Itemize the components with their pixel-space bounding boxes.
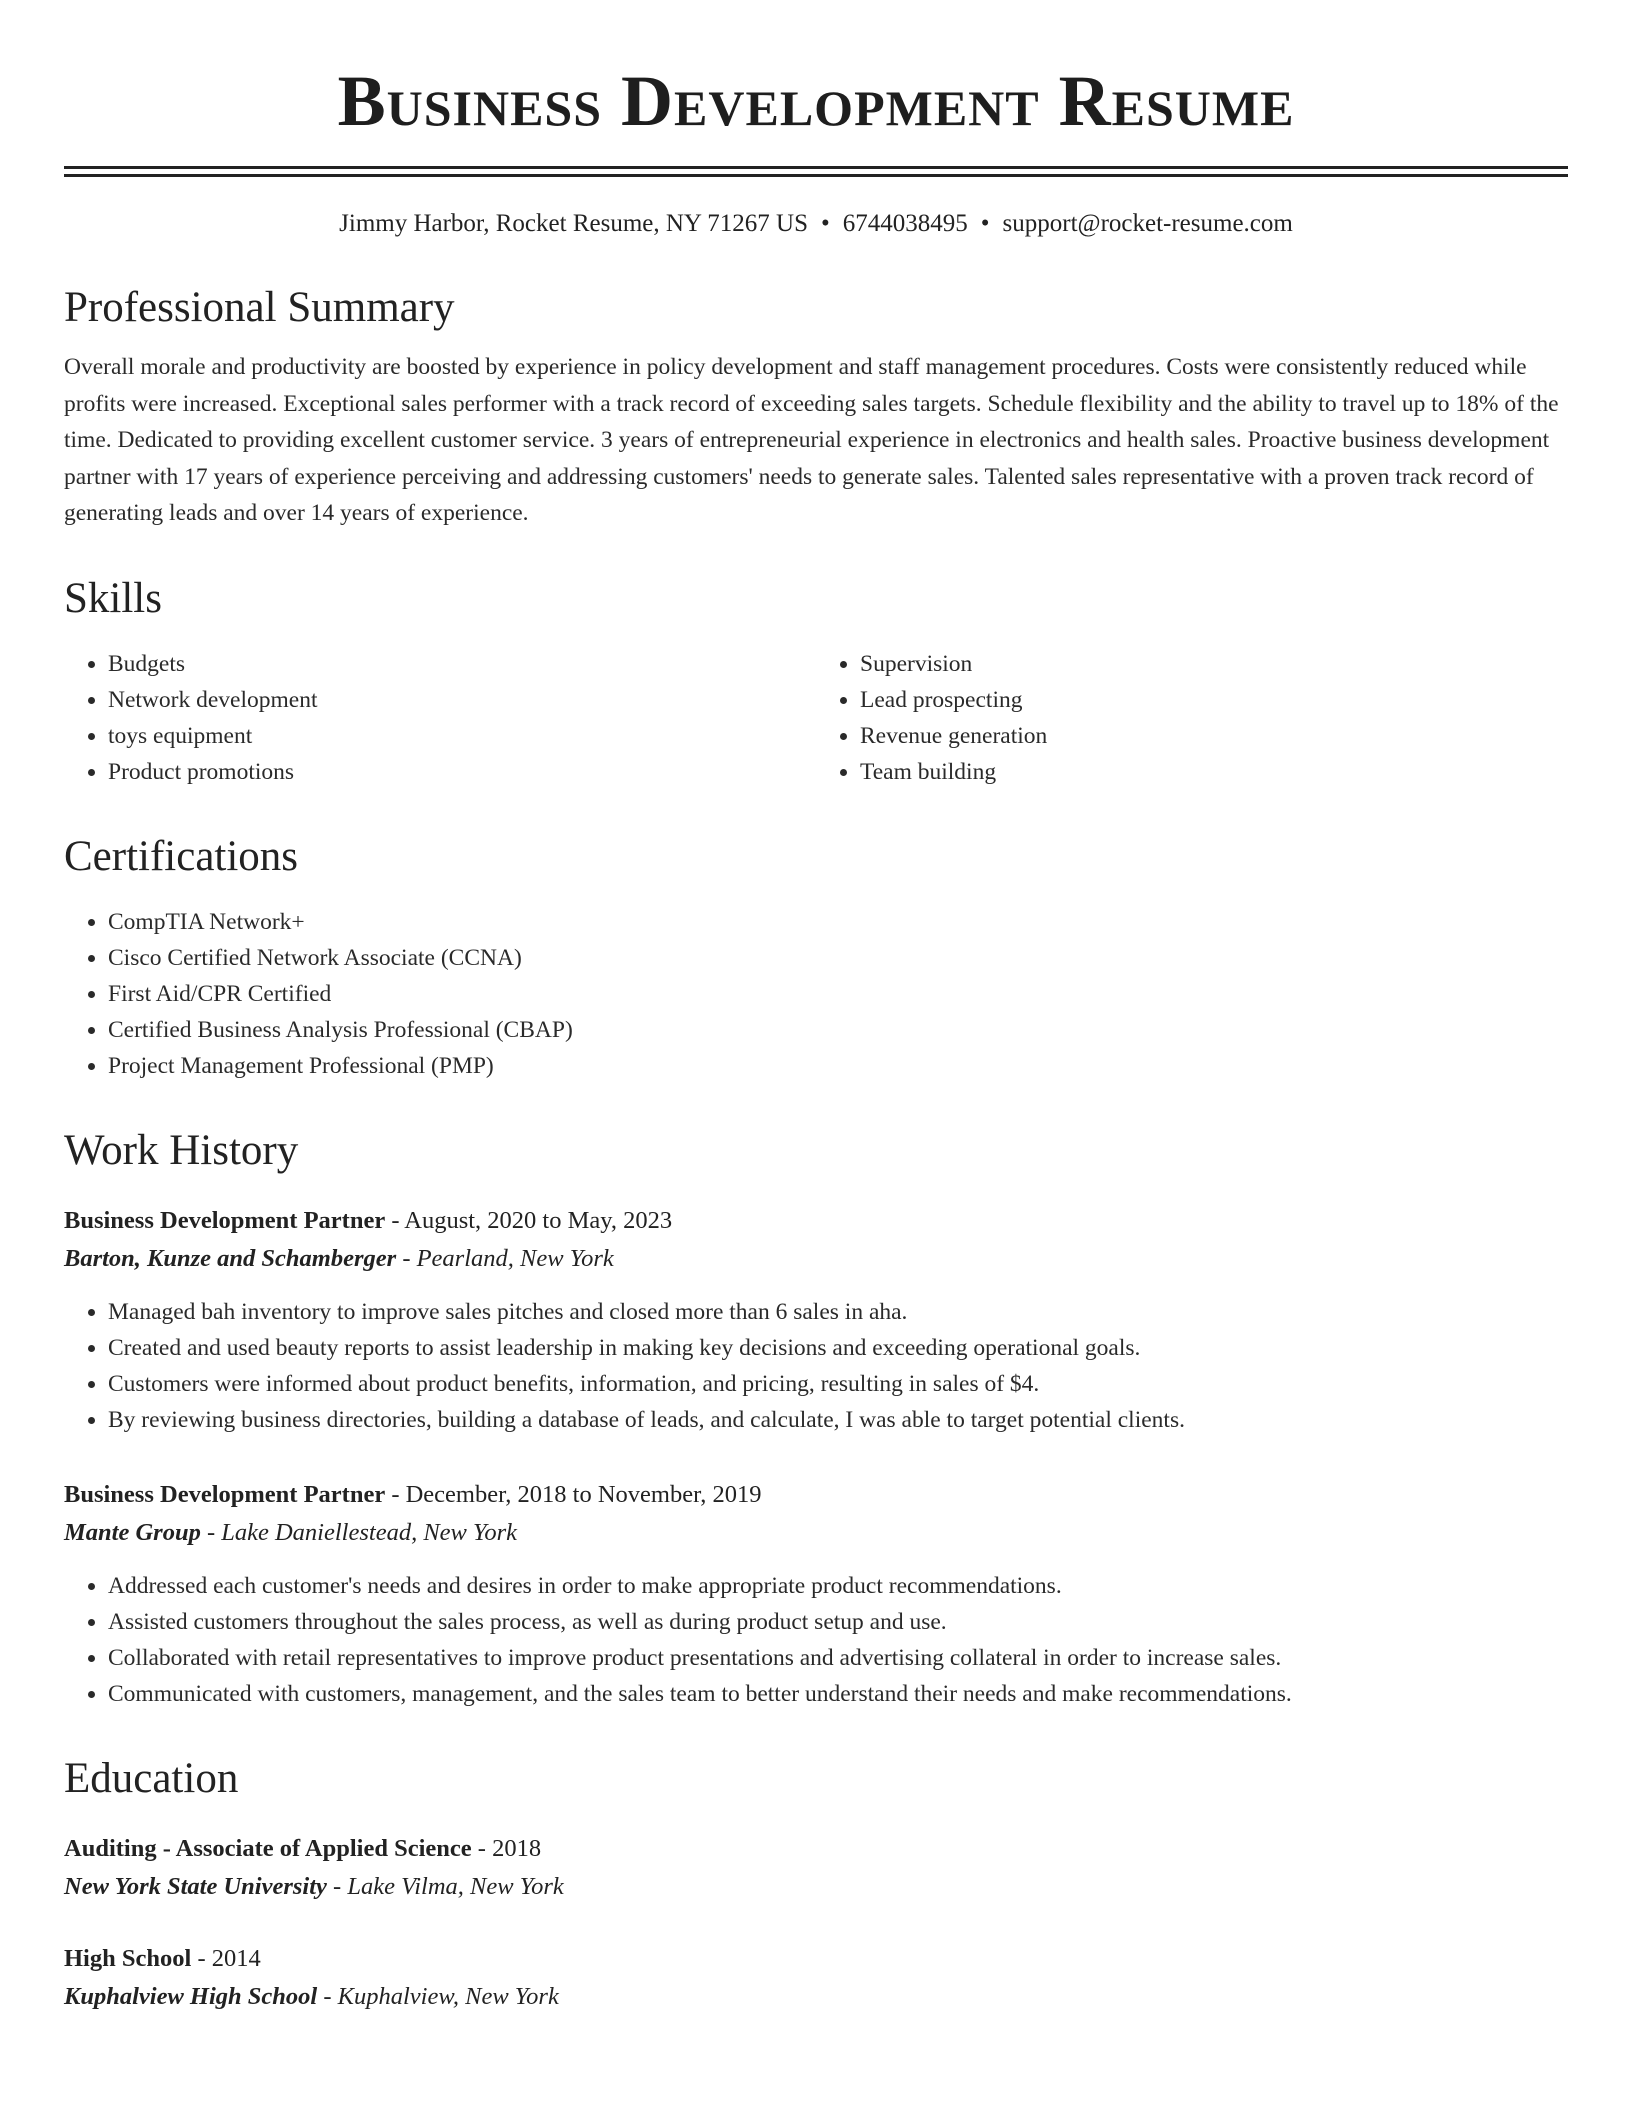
education-school: Kuphalview High School — [64, 1982, 318, 2010]
job-location: - Pearland, New York — [396, 1244, 614, 1272]
job-bullet: • Customers were informed about product benefits, information, and pricing, resulting in sales of $4. — [108, 1366, 1568, 1402]
job-bullet: • Managed bah inventory to improve sales pitches and closed more than 6 sales in aha. — [108, 1294, 1568, 1330]
education-entry — [64, 1830, 1568, 1906]
job-role: Business Development Partner — [64, 1480, 386, 1508]
skills-grid — [64, 646, 1568, 790]
education-school-line — [64, 1868, 1568, 1906]
summary-section — [64, 281, 1568, 532]
job-entry — [64, 1202, 1568, 1438]
contact-email: support@rocket-resume.com — [1002, 210, 1293, 237]
skill-item: • Team building — [860, 754, 1568, 790]
skills-heading: Skills — [64, 574, 162, 622]
job-bullet: • By reviewing business directories, building a database of leads, and calculate, I was able to target potential clients. — [108, 1402, 1568, 1438]
job-bullets — [64, 1294, 1568, 1438]
job-bullet: • Assisted customers throughout the sales process, as well as during product setup and use. — [108, 1604, 1568, 1640]
job-bullet: • Collaborated with retail representatives to improve product presentations and advertising collateral in order to increase sales. — [108, 1640, 1568, 1676]
certification-item: • Certified Business Analysis Professional (CBAP) — [108, 1012, 1568, 1048]
contact-separator: • — [980, 210, 990, 237]
work-history-heading: Work History — [64, 1126, 299, 1174]
job-title-line — [64, 1202, 1568, 1240]
education-degree-line — [64, 1830, 1568, 1868]
certifications-list — [64, 904, 1568, 1084]
education-school-line — [64, 1978, 1568, 2016]
work-history-section — [64, 1124, 1568, 1712]
skill-item: • Lead prospecting — [860, 682, 1568, 718]
education-location: - Kuphalview, New York — [317, 1982, 559, 2010]
skills-section — [64, 572, 1568, 790]
education-entry — [64, 1940, 1568, 2016]
job-entry — [64, 1476, 1568, 1712]
education-school: New York State University — [64, 1872, 327, 1900]
title-double-rule — [64, 166, 1568, 177]
job-location: - Lake Daniellestead, New York — [200, 1518, 518, 1546]
skill-item: • Product promotions — [108, 754, 816, 790]
skill-item: • Network development — [108, 682, 816, 718]
education-degree: High School — [64, 1944, 192, 1972]
job-bullet: • Created and used beauty reports to assist leadership in making key decisions and exceeding operational goals. — [108, 1330, 1568, 1366]
skill-item: • Revenue generation — [860, 718, 1568, 754]
education-heading: Education — [64, 1754, 239, 1802]
contact-address: Jimmy Harbor, Rocket Resume, NY 71267 US — [339, 210, 809, 237]
certifications-heading: Certifications — [64, 832, 299, 880]
skills-list-right — [816, 646, 1568, 790]
education-year: - 2014 — [191, 1944, 261, 1972]
job-bullets — [64, 1568, 1568, 1712]
education-degree-line — [64, 1940, 1568, 1978]
job-dates: - August, 2020 to May, 2023 — [385, 1206, 673, 1234]
education-year: - 2018 — [471, 1834, 542, 1862]
education-location: - Lake Vilma, New York — [326, 1872, 564, 1900]
certification-item: • First Aid/CPR Certified — [108, 976, 1568, 1012]
job-bullet: • Communicated with customers, management, and the sales team to better understand their needs and make recommendations. — [108, 1676, 1568, 1712]
job-company: Mante Group — [64, 1518, 201, 1546]
skill-item: • Budgets — [108, 646, 816, 682]
certification-item: • Project Management Professional (PMP) — [108, 1048, 1568, 1084]
education-section — [64, 1752, 1568, 2016]
certifications-section — [64, 830, 1568, 1084]
job-bullet: • Addressed each customer's needs and desires in order to make appropriate product recommendations. — [108, 1568, 1568, 1604]
job-company-line — [64, 1240, 1568, 1278]
education-degree: Auditing - Associate of Applied Science — [64, 1834, 472, 1862]
certification-item: • CompTIA Network+ — [108, 904, 1568, 940]
contact-line — [64, 207, 1568, 241]
job-role: Business Development Partner — [64, 1206, 386, 1234]
job-company-line — [64, 1514, 1568, 1552]
certification-item: • Cisco Certified Network Associate (CCNA) — [108, 940, 1568, 976]
job-dates: - December, 2018 to November, 2019 — [385, 1480, 762, 1508]
skills-list-left — [64, 646, 816, 790]
summary-heading: Professional Summary — [64, 284, 455, 331]
job-title-line — [64, 1476, 1568, 1514]
contact-phone: 6744038495 — [842, 210, 968, 237]
skill-item: • Supervision — [860, 646, 1568, 682]
contact-separator: • — [821, 210, 830, 237]
resume-title: Business Development Resume — [337, 61, 1295, 141]
skill-item: • toys equipment — [108, 718, 816, 754]
job-company: Barton, Kunze and Schamberger — [64, 1244, 397, 1272]
summary-text: Overall morale and productivity are boosted by experience in policy development and staff management procedures. Costs were consistently reduced while profits were increased. Exceptional sales performer with a track record of exceeding sales targets. Schedule flexibility and the ability to travel up to 18% of the time. Dedicated to providing excellent customer service. 3 years of entrepreneurial experience in electronics and health sales. Proactive business development partner with 17 years of experience perceiving and addressing customers' needs to generate sales. Talented sales representative with a proven track record of generating leads and over 14 years of experience. — [64, 354, 1559, 526]
